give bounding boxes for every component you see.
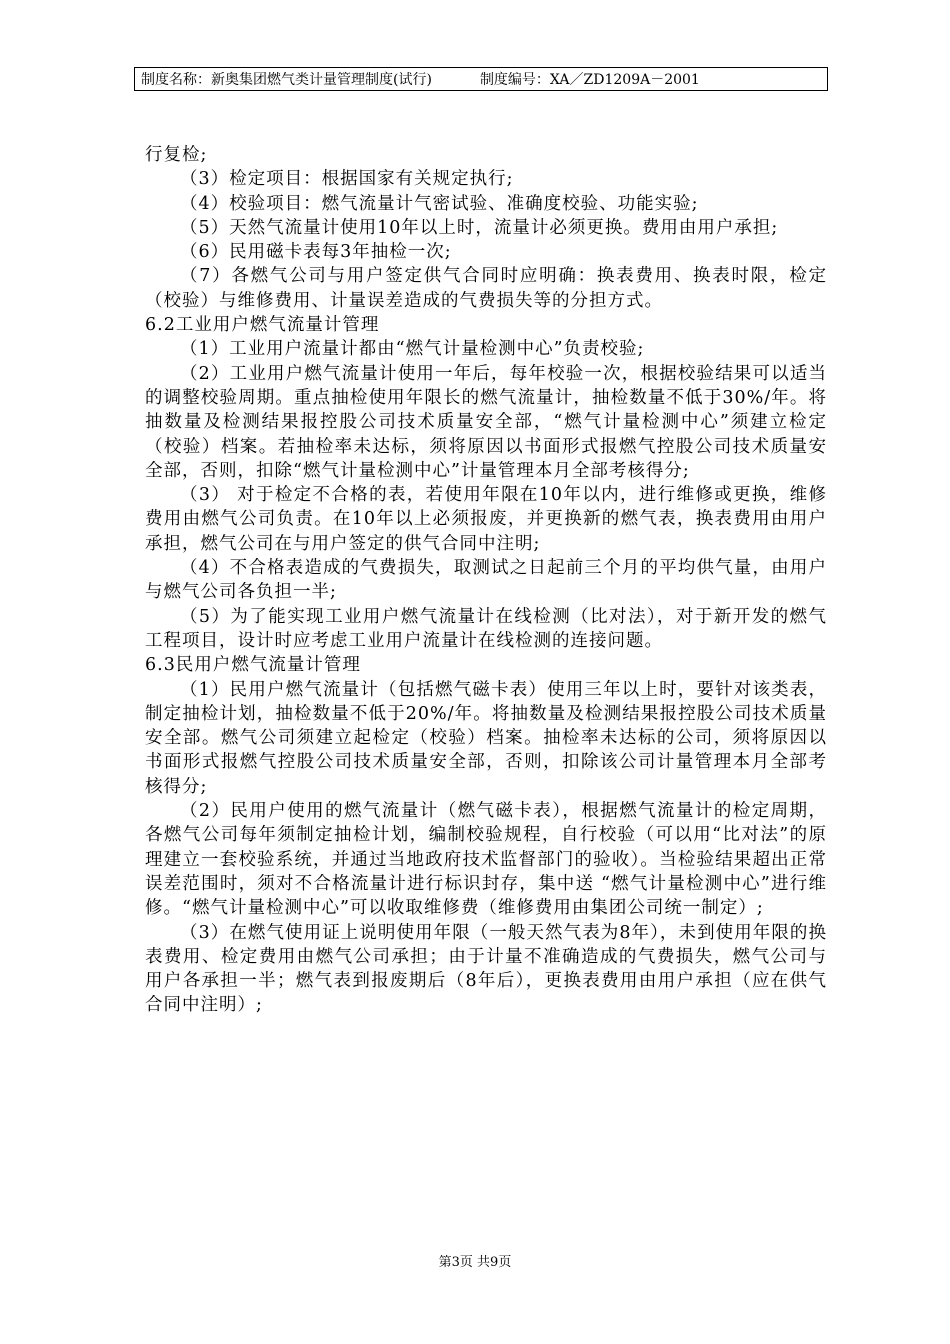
body-paragraph: （1）民用户燃气流量计（包括燃气磁卡表）使用三年以上时，要针对该类表，制定抽检计划，抽检数量不低于20%/年。将抽数量及检测结果报控股公司技术质量安全部。燃气公司须建立起检定（校验）档案。抽检率未达标的公司，须将原因以书面形式报燃气控股公司技术质量安全部，否则，扣除该公司计量管理本月全部考核得分; (145, 679, 827, 797)
section-heading: 6.3民用户燃气流量计管理 (145, 655, 361, 676)
body-paragraph: （5）为了能实现工业用户燃气流量计在线检测（比对法），对于新开发的燃气工程项目，设计时应考虑工业用户流量计在线检测的连接问题。 (145, 606, 827, 651)
regulation-name: 制度名称：新奥集团燃气类计量管理制度(试行) (141, 72, 432, 88)
page-number: 第3页 共9页 (438, 1255, 512, 1270)
body-paragraph: （2）工业用户燃气流量计使用一年后，每年校验一次，根据校验结果可以适当的调整校验周期。重点抽检使用年限长的燃气流量计，抽检数量不低于30%/年。将抽数量及检测结果报控股公司技术质量安全部，“燃气计量检测中心”须建立检定（校验）档案。若抽检率未达标，须将原因以书面形式报燃气控股公司技术质量安全部，否则，扣除“燃气计量检测中心”计量管理本月全部考核得分; (145, 363, 827, 481)
body-paragraph: （2）民用户使用的燃气流量计（燃气磁卡表），根据燃气流量计的检定周期，各燃气公司每年须制定抽检计划，编制校验规程，自行校验（可以用“比对法”的原理建立一套校验系统，并通过当地政府技术监督部门的验收）。当检验结果超出正常误差范围时，须对不合格流量计进行标识封存，集中送 “燃气计量检测中心”进行维修。“燃气计量检测中心”可以收取维修费（维修费用由集团公司统一制定）; (145, 801, 827, 919)
body-paragraph: （6）民用磁卡表每3年抽检一次; (180, 242, 452, 263)
body-paragraph: （4）不合格表造成的气费损失，取测试之日起前三个月的平均供气量，由用户与燃气公司各负担一半; (145, 558, 827, 603)
body-paragraph: （3）检定项目：根据国家有关规定执行; (180, 169, 514, 190)
document-body (145, 143, 827, 1018)
body-paragraph: （1）工业用户流量计都由“燃气计量检测中心”负责校验; (180, 339, 645, 360)
section-heading: 行复检; (145, 145, 208, 165)
body-paragraph: （5）天然气流量计使用10年以上时，流量计必须更换。费用由用户承担; (180, 217, 779, 238)
body-paragraph: （4）校验项目：燃气流量计气密试验、准确度校验、功能实验; (180, 193, 699, 214)
document-header (134, 67, 828, 91)
body-paragraph: （3） 对于检定不合格的表，若使用年限在10年以内，进行维修或更换，维修费用由燃气公司负责。在10年以上必须报废，并更换新的燃气表，换表费用由用户承担，燃气公司在与用户签定的供气合同中注明; (145, 485, 827, 554)
section-heading: 6.2工业用户燃气流量计管理 (145, 315, 380, 336)
regulation-code: 制度编号：XA／ZD1209A－2001 (479, 72, 700, 88)
body-paragraph: （7）各燃气公司与用户签定供气合同时应明确：换表费用、换表时限，检定（校验）与维修费用、计量误差造成的气费损失等的分担方式。 (145, 266, 827, 311)
body-paragraph: （3）在燃气使用证上说明使用年限（一般天然气表为8年），未到使用年限的换表费用、检定费用由燃气公司承担；由于计量不准确造成的气费损失，燃气公司与用户各承担一半；燃气表到报废期后（8年后），更换表费用由用户承担（应在供气合同中注明）; (145, 922, 827, 1016)
